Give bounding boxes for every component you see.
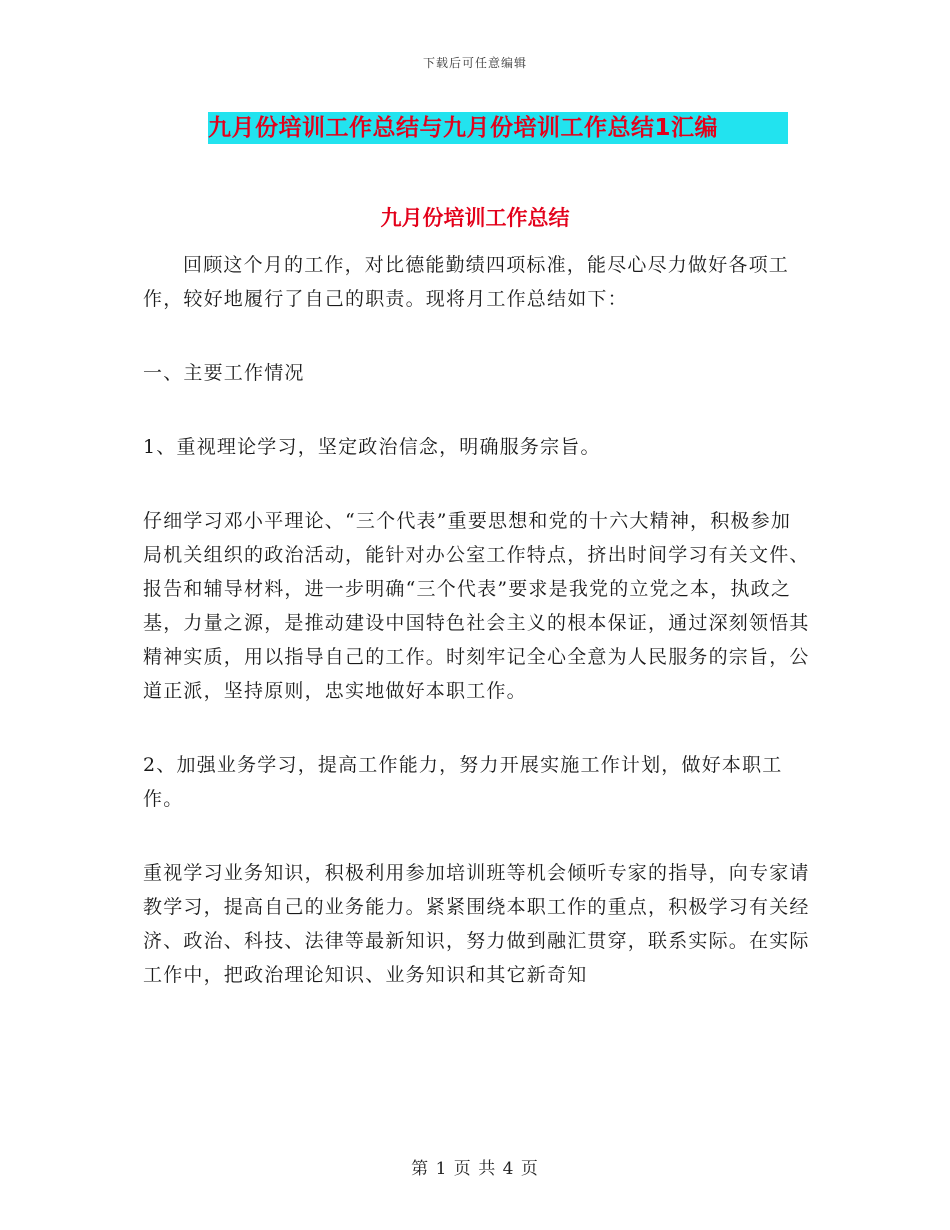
document-body — [143, 248, 811, 1026]
page-number: 第 1 页 共 4 页 — [411, 1159, 539, 1179]
heading-item-1: 1、重视理论学习，坚定政治信念，明确服务宗旨。 — [143, 436, 601, 458]
heading-main-work: 一、主要工作情况 — [143, 362, 305, 384]
paragraph-intro: 回顾这个月的工作，对比德能勤绩四项标准，能尽心尽力做好各项工作，较好地履行了自己的职责。现将月工作总结如下： — [143, 254, 790, 310]
section-title: 九月份培训工作总结 — [380, 206, 570, 230]
heading-item-2: 2、加强业务学习，提高工作能力，努力开展实施工作计划，做好本职工作。 — [143, 754, 783, 810]
header-note: 下载后可任意编辑 — [422, 56, 527, 70]
document-title: 九月份培训工作总结与九月份培训工作总结1汇编 — [208, 112, 788, 144]
paragraph-item-2: 重视学习业务知识，积极利用参加培训班等机会倾听专家的指导，向专家请教学习，提高自己的业务能力。紧紧围绕本职工作的重点，积极学习有关经济、政治、科技、法律等最新知识，努力做到融汇贯穿，联系实际。在实际工作中，把政治理论知识、业务知识和其它新奇知 — [143, 862, 810, 986]
paragraph-item-1: 仔细学习邓小平理论、“三个代表”重要思想和党的十六大精神，积极参加局机关组织的政治活动，能针对办公室工作特点，挤出时间学习有关文件、报告和辅导材料，进一步明确“三个代表”要求是我党的立党之本，执政之基，力量之源，是推动建设中国特色社会主义的根本保证，通过深刻领悟其精神实质，用以指导自己的工作。时刻牢记全心全意为人民服务的宗旨，公道正派，坚持原则，忠实地做好本职工作。 — [143, 510, 810, 702]
